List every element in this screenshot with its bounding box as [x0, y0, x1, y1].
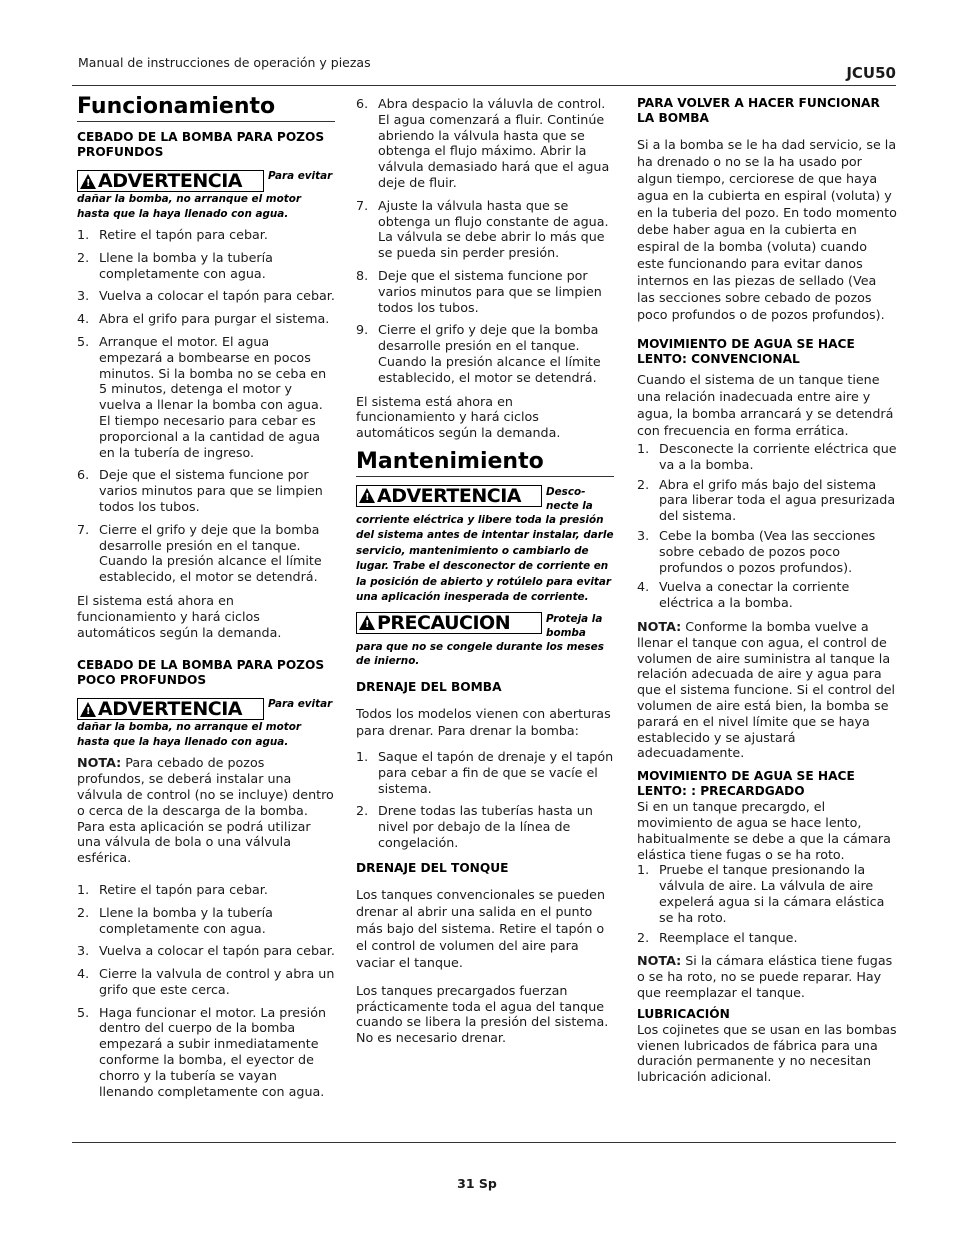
list-item: 9. Cierre el grifo y deje que la bomba desarrolle presión en el tanque. Cuando la presión alcance el límite establecido, el motor se detendrá.: [356, 322, 601, 385]
warning-triangle-icon: [80, 174, 96, 189]
paragraph: El sistema está ahora en funcionamiento y hará ciclos automáticos según la demanda.: [77, 592, 282, 640]
column-3: [637, 96, 897, 1095]
header-divider: [72, 85, 896, 86]
paragraph: Si a la bomba se le ha dad servicio, se la ha drenado o no se la ha usado por algun tiempo, cerciorese de que haya agua en la cubierta en espiral (voluta) y en la tuberia del pozo. En todo momento debe haber agua en la cubierta en espiral de la bomba (voluta) cuando este funcionando para evitar danos internos en las piezas de sellado (Vea las secciones sobre cebado de pozos poco profundos o de pozos profundos).: [637, 137, 897, 322]
paragraph: El sistema está ahora en funcionamiento y hará ciclos automáticos según la demanda.: [356, 393, 561, 441]
note-paragraph: NOTA: Si la cámara elástica tiene fugas o se ha roto, no se puede reparar. Hay que reemplazar el tanque.: [637, 953, 893, 1000]
heading-restart-pump: PARA VOLVER A HACER FUNCIONAR LA BOMBA: [637, 96, 880, 125]
list-item: 1. Pruebe el tanque presionando la válvula de aire. La válvula de aire expelerá agua si la cámara elástica se ha roto.: [637, 862, 885, 925]
heading-deep-well-priming: CEBADO DE LA BOMBA PARA POZOS PROFUNDOS: [77, 130, 325, 159]
column-1: [77, 94, 335, 1107]
heading-slow-water-precharged: MOVIMIENTO DE AGUA SE HACE LENTO: : PRECARDGADO: [637, 769, 855, 799]
page-number: 31 Sp: [457, 1176, 497, 1191]
list-item: 2. Drene todas las tuberías hasta un nivel por debajo de la línea de congelación.: [356, 803, 593, 850]
list-item: 1. Retire el tapón para cebar.: [77, 881, 268, 897]
list-item: 4. Cierre la valvula de control y abra un grifo que este cerca.: [77, 966, 335, 997]
list-item: 1. Saque el tapón de drenaje y el tapón para cebar a fin de que se vacíe el sistema.: [356, 748, 614, 796]
list-item: 6. Abra despacio la váluvla de control. El agua comenzará a fluir. Continúe abriendo la válvula hasta que se obtenga el flujo máximo. Abrir la válvula demasiado hará que el agua deje de fluir.: [356, 96, 610, 190]
list-item: 6. Deje que el sistema funcione por varios minutos para que se limpien todos los tubos.: [77, 467, 323, 514]
list-item: 2. Abra el grifo más bajo del sistema para liberar toda el agua presurizada del sistema.: [637, 476, 896, 524]
list-item: 4. Vuelva a conectar la corriente eléctrica a la bomba.: [637, 579, 850, 611]
list-item: 3. Vuelva a colocar el tapón para cebar.: [77, 943, 335, 959]
paragraph: Si en un tanque precargdo, el movimiento de agua se hace lento, habitualmente se debe a que la cámara elástica tiene fugas o se ha roto.: [637, 799, 891, 862]
warning-block: ! ADVERTENCIA Desco-necte la corriente eléctrica y libere toda la presión del sistema antes de intentar instalar, darle servicio, mantenimiento o cambiarlo de lugar. Trabe el desconector de corriente en la posición de abierto y rotúlelo para evitar una aplicación inesperada de corriente.: [356, 485, 614, 606]
list-item: 4. Abra el grifo para purgar el sistema.: [77, 311, 330, 327]
heading-shallow-well-priming: CEBADO DE LA BOMBA PARA POZOS POCO PROFUNDOS: [77, 658, 325, 688]
section-title-funcionamiento: Funcionamiento: [77, 94, 335, 122]
list-item: 8. Deje que el sistema funcione por varios minutos para que se limpien todos los tubos.: [356, 267, 602, 315]
paragraph: Los tanques precargados fuerzan prácticamente toda el agua del tanque cuando se libera la presión del sistema. No es necesario drenar.: [356, 982, 609, 1046]
list-item: 3. Vuelva a colocar el tapón para cebar.: [77, 288, 335, 304]
list-item: 7. Cierre el grifo y deje que la bomba desarrolle presión en el tanque. Cuando la presión alcance el límite establecido, el motor se detendrá.: [77, 521, 322, 585]
heading-slow-water-conventional: MOVIMIENTO DE AGUA SE HACE LENTO: CONVENCIONAL: [637, 337, 855, 366]
steps-list: [77, 227, 335, 585]
section-title-mantenimiento: Mantenimiento: [356, 449, 614, 477]
heading-lubrication: LUBRICACIÓN: [637, 1006, 730, 1021]
warning-block: ! ADVERTENCIA Para evitar dañar la bomba, no arranque el motor hasta que la haya llenado con agua.: [77, 170, 335, 221]
list-item: 2. Llene la bomba y la tubería completamente con agua.: [77, 249, 273, 281]
steps-list: [356, 96, 614, 386]
warning-block: ! ADVERTENCIA Para evitar dañar la bomba, no arranque el motor hasta que la haya llenado con agua.: [77, 698, 335, 749]
list-item: 3. Cebe la bomba (Vea las secciones sobre cebado de pozos poco profundos o pozos profundos).: [637, 527, 876, 575]
warning-triangle-icon: [80, 702, 96, 717]
paragraph: Todos los modelos vienen con aberturas para drenar. Para drenar la bomba:: [356, 705, 611, 738]
footer-divider: [72, 1142, 896, 1143]
steps-list: [637, 862, 897, 945]
warning-badge: ! ADVERTENCIA: [77, 170, 264, 192]
steps-list: [77, 882, 335, 1100]
warning-badge: ! ADVERTENCIA: [77, 698, 264, 720]
warning-badge: ! ADVERTENCIA: [356, 485, 542, 507]
list-item: 1. Retire el tapón para cebar.: [77, 227, 268, 242]
list-item: 7. Ajuste la válvula hasta que se obtenga un flujo constante de agua. La válvula se debe abrir lo más que se pueda sin perder presión.: [356, 197, 609, 261]
list-item: 2. Llene la bomba y la tubería completamente con agua.: [77, 904, 273, 936]
caution-triangle-icon: [359, 615, 375, 630]
paragraph: Los cojinetes que se usan en las bombas vienen lubricados de fábrica para una duración permanente y no necesitan lubricación adicional.: [637, 1021, 897, 1085]
model-number: JCU50: [846, 64, 896, 82]
note-paragraph: NOTA: Para cebado de pozos profundos, se deberá instalar una válvula de control (no se incluye) dentro o cerca de la descarga de la bomba. Para esta aplicación se podrá utilizar una válvula de bola o una válvula esférica.: [77, 755, 334, 866]
paragraph: Los tanques convencionales se pueden drenar al abrir una salida en el punto más bajo del sistema. Retire el tapón o el control de volumen del aire para vaciar el tanque.: [356, 886, 606, 970]
warning-triangle-icon: [359, 488, 375, 503]
list-item: 5. Haga funcionar el motor. La presión dentro del cuerpo de la bomba empezará a subir inmediatamente conforme la bomba, el eyector de chorro y la tubería se vayan llenando completamente con agua.: [77, 1004, 327, 1099]
paragraph: Cuando el sistema de un tanque tiene una relación inadecuada entre aire y agua, la bomba arrancará y se detendrá con frecuencia en forma errática.: [637, 372, 894, 438]
steps-list: [356, 749, 614, 851]
caution-badge: ! PRECAUCION: [356, 612, 542, 634]
list-item: 1. Desconecte la corriente eléctrica que va a la bomba.: [637, 441, 897, 472]
note-paragraph: NOTA: Conforme la bomba vuelve a llenar el tanque con agua, el control de volumen de aire suministra al tanque la relación adecuada de aire y agua para que el sistema funcione. Si el control del volumen de aire está bien, la bomba se parará en el nivel límite que se haya establecido y se ajustará adecuadamente.: [637, 618, 896, 761]
list-item: 5. Arranque el motor. El agua empezará a bombearse en pocos minutos. Si la bomba no se ceba en 5 minutos, detenga el motor y vuelva a llenar la bomba con agua. El tiempo necesario para cebar es proporcional a la cantidad de agua en la tubería de ingreso.: [77, 333, 327, 460]
heading-pump-drain: DRENAJE DEL BOMBA: [356, 679, 502, 694]
caution-block: ! PRECAUCION Proteja la bomba para que no se congele durante los meses de inierno.: [356, 612, 614, 668]
list-item: 2. Reemplace el tanque.: [637, 929, 798, 945]
manual-title: Manual de instrucciones de operación y piezas: [78, 55, 371, 70]
steps-list: [637, 441, 897, 611]
column-2: [356, 96, 614, 1056]
heading-tank-drain: DRENAJE DEL TONQUE: [356, 860, 509, 875]
